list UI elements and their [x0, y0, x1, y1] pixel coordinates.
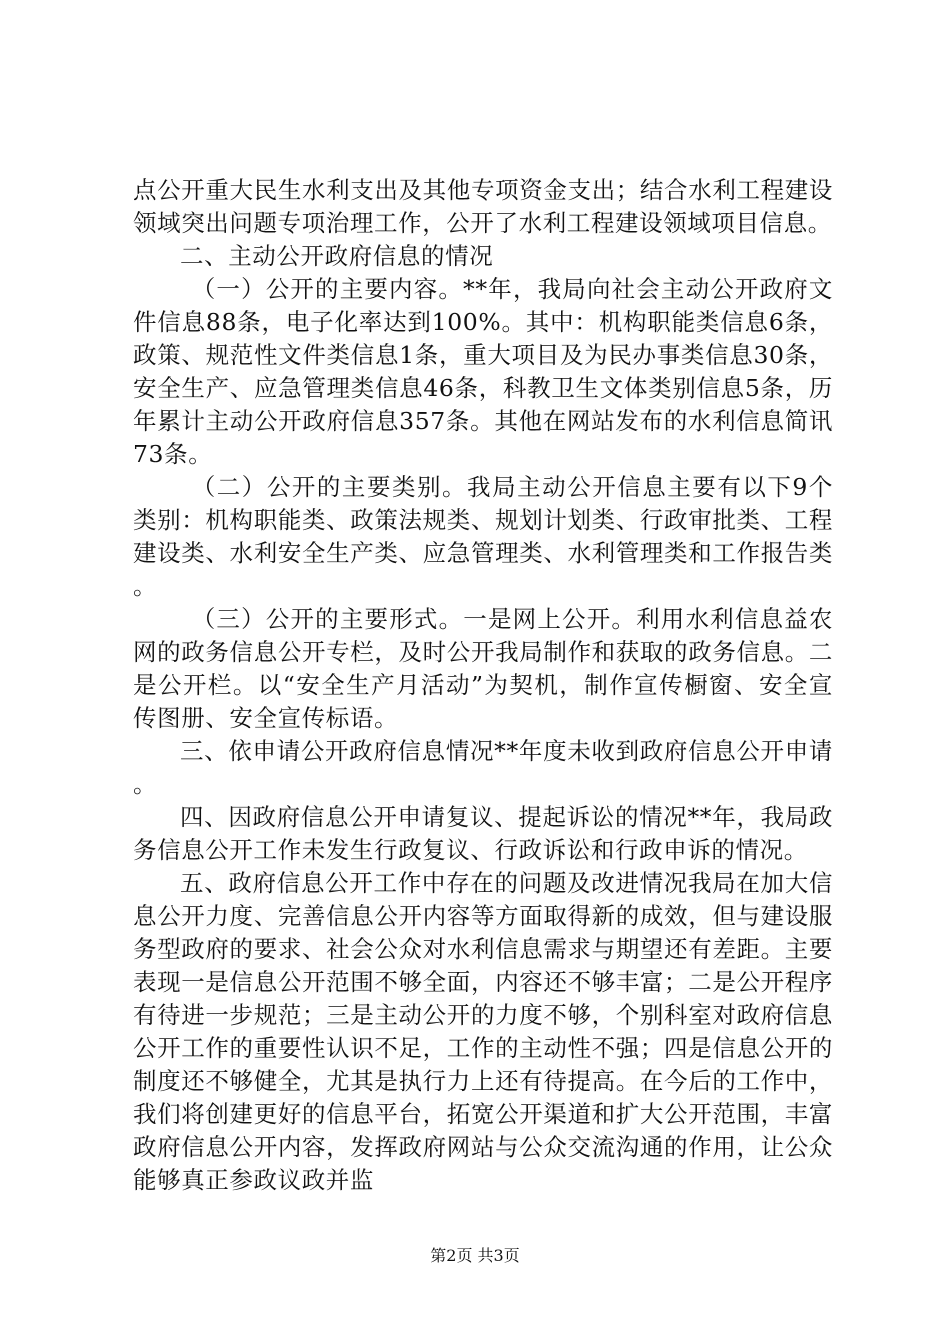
paragraph-review-litigation: 四、因政府信息公开申请复议、提起诉讼的情况**年，我局政务信息公开工作未发生行政复议、行政诉讼和行政申诉的情况。 [133, 803, 833, 864]
paragraph-problems-improvements: 五、政府信息公开工作中存在的问题及改进情况我局在加大信息公开力度、完善信息公开内容等方面取得新的成效，但与建设服务型政府的要求、社会公众对水利信息需求与期望还有差距。主要表现一是信息公开范围不够全面，内容还不够丰富；二是公开程序有待进一步规范；三是主动公开的力度不够，个别科室对政府信息公开工作的重要性认识不足，工作的主动性不强；四是信息公开的制度还不够健全，尤其是执行力上还有待提高。在今后的工作中，我们将创建更好的信息平台，拓宽公开渠道和扩大公开范围，丰富政府信息公开内容，发挥政府网站与公众交流沟通的作用，让公众能够真正参政议政并监 [133, 869, 833, 1194]
paragraph-request-disclosure: 三、依申请公开政府信息情况**年度未收到政府信息公开申请。 [133, 737, 833, 798]
paragraph-main-forms: （三）公开的主要形式。一是网上公开。利用水利信息益农网的政务信息公开专栏，及时公开我局制作和获取的政务信息。二是公开栏。以“安全生产月活动”为契机，制作宣传橱窗、安全宣传图册、安全宣传标语。 [133, 605, 833, 732]
paragraph-main-categories: （二）公开的主要类别。我局主动公开信息主要有以下9个类别：机构职能类、政策法规类、规划计划类、行政审批类、工程建设类、水利安全生产类、应急管理类、水利管理类和工作报告类。 [133, 473, 833, 600]
page-number-footer: 第2页 共3页 [430, 1246, 520, 1265]
document-body [133, 174, 833, 1197]
paragraph-continuation: 点公开重大民生水利支出及其他专项资金支出；结合水利工程建设领域突出问题专项治理工作，公开了水利工程建设领域项目信息。 [133, 176, 833, 237]
section-heading-active-disclosure: 二、主动公开政府信息的情况 [180, 242, 494, 270]
paragraph-main-content: （一）公开的主要内容。**年，我局向社会主动公开政府文件信息88条，电子化率达到100%。其中：机构职能类信息6条，政策、规范性文件类信息1条，重大项目及为民办事类信息30条，安全生产、应急管理类信息46条，科教卫生文体类别信息5条，历年累计主动公开政府信息357条。其他在网站发布的水利信息简讯73条。 [133, 275, 833, 468]
